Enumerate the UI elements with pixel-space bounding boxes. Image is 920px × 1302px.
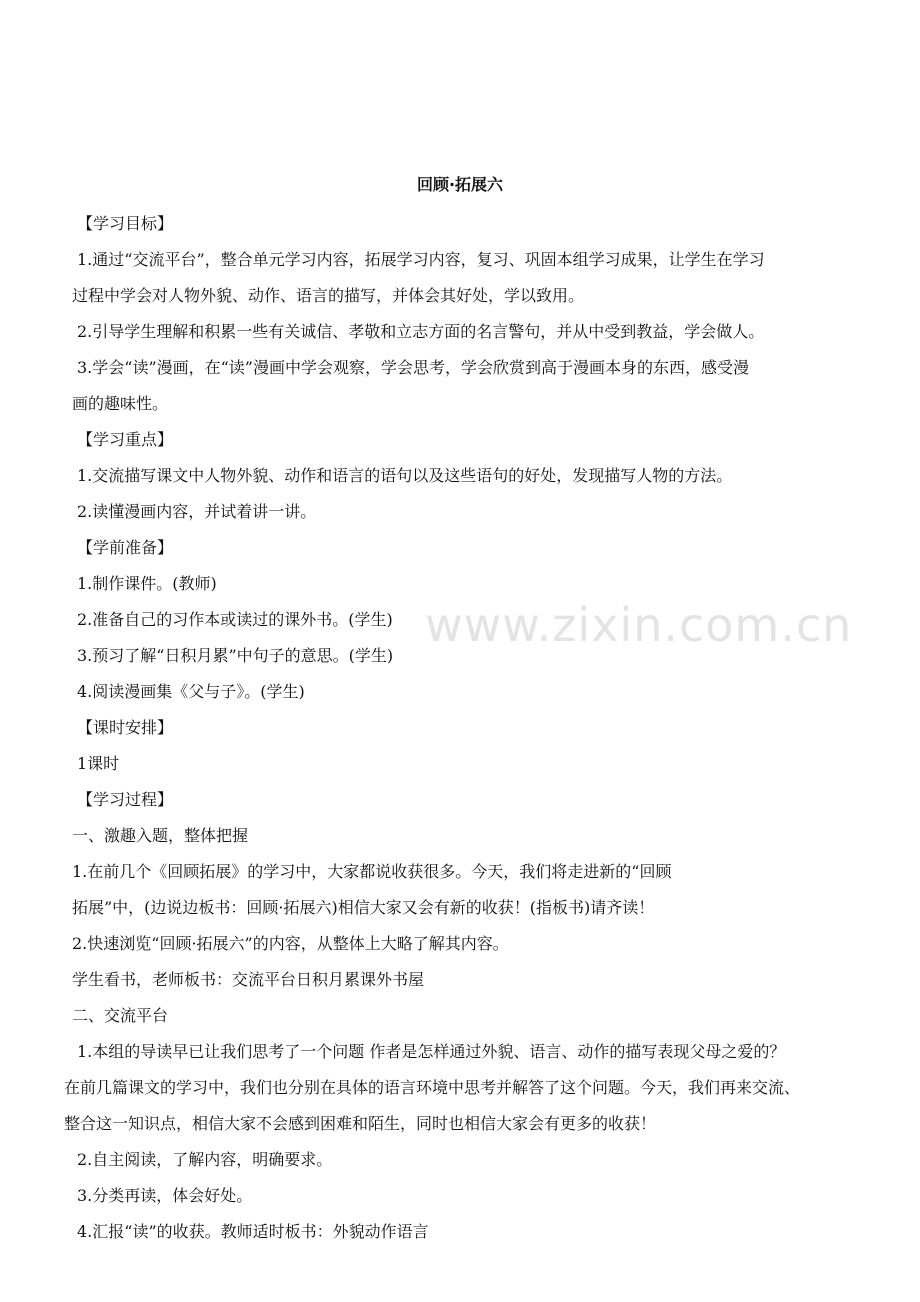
subsection-heading: 二、交流平台 — [72, 1006, 169, 1025]
paragraph-line: 整合这一知识点，相信大家不会感到困难和陌生，同时也相信大家会有更多的收获！ — [64, 1114, 657, 1133]
section-heading-schedule: 【课时安排】 — [77, 718, 174, 737]
paragraph-line: 2.准备自己的习作本或读过的课外书。(学生) — [77, 610, 393, 629]
paragraph-line: 4.汇报“读”的收获。教师适时板书：外貌动作语言 — [77, 1222, 429, 1241]
paragraph-line: 2.自主阅读，了解内容，明确要求。 — [77, 1150, 333, 1169]
section-heading-process: 【学习过程】 — [77, 790, 174, 809]
paragraph-line: 3.分类再读，体会好处。 — [77, 1186, 253, 1205]
paragraph-line: 1.制作课件。(教师) — [77, 574, 217, 593]
paragraph-line: 1.通过“交流平台”，整合单元学习内容，拓展学习内容，复习、巩固本组学习成果，让学生在学习 — [77, 250, 765, 269]
section-heading-focus: 【学习重点】 — [77, 430, 174, 449]
document-body — [64, 206, 884, 1250]
paragraph-line: 拓展”中，(边说边板书：回顾·拓展六)相信大家又会有新的收获！(指板书)请齐读！ — [72, 898, 655, 917]
paragraph-line: 画的趣味性。 — [72, 394, 169, 413]
paragraph-line: 3.预习了解“日积月累”中句子的意思。(学生) — [77, 646, 394, 665]
section-heading-preparation: 【学前准备】 — [77, 538, 174, 557]
paragraph-line: 1.本组的导读早已让我们思考了一个问题 作者是怎样通过外貌、语言、动作的描写表现父母之爱的？ — [77, 1042, 786, 1061]
paragraph-line: 1.在前几个《回顾拓展》的学习中，大家都说收获很多。今天，我们将走进新的“回顾 — [72, 862, 672, 881]
paragraph-line: 过程中学会对人物外貌、动作、语言的描写，并体会其好处，学以致用。 — [72, 286, 585, 305]
subsection-heading: 一、激趣入题，整体把握 — [72, 826, 249, 845]
section-heading-goals: 【学习目标】 — [77, 214, 174, 233]
paragraph-line: 在前几篇课文的学习中，我们也分别在具体的语言环境中思考并解答了这个问题。今天，我们再来交流、 — [64, 1078, 801, 1097]
watermark: www.zixin.com.cn — [425, 598, 853, 652]
paragraph-line: 1课时 — [77, 754, 120, 773]
paragraph-line: 2.快速浏览“回顾·拓展六”的内容，从整体上大略了解其内容。 — [72, 934, 509, 953]
paragraph-line: 2.读懂漫画内容，并试着讲一讲。 — [77, 502, 317, 521]
paragraph-line: 学生看书，老师板书：交流平台日积月累课外书屋 — [72, 970, 425, 989]
paragraph-line: 1.交流描写课文中人物外貌、动作和语言的语句以及这些语句的好处，发现描写人物的方法。 — [77, 466, 733, 485]
document-title: 回顾·拓展六 — [416, 175, 504, 194]
paragraph-line: 2.引导学生理解和积累一些有关诚信、孝敬和立志方面的名言警句，并从中受到教益，学会做人。 — [77, 322, 765, 341]
paragraph-line: 3.学会“读”漫画，在“读”漫画中学会观察，学会思考，学会欣赏到高于漫画本身的东西，感受漫 — [77, 358, 749, 377]
paragraph-line: 4.阅读漫画集《父与子》。(学生) — [77, 682, 305, 701]
